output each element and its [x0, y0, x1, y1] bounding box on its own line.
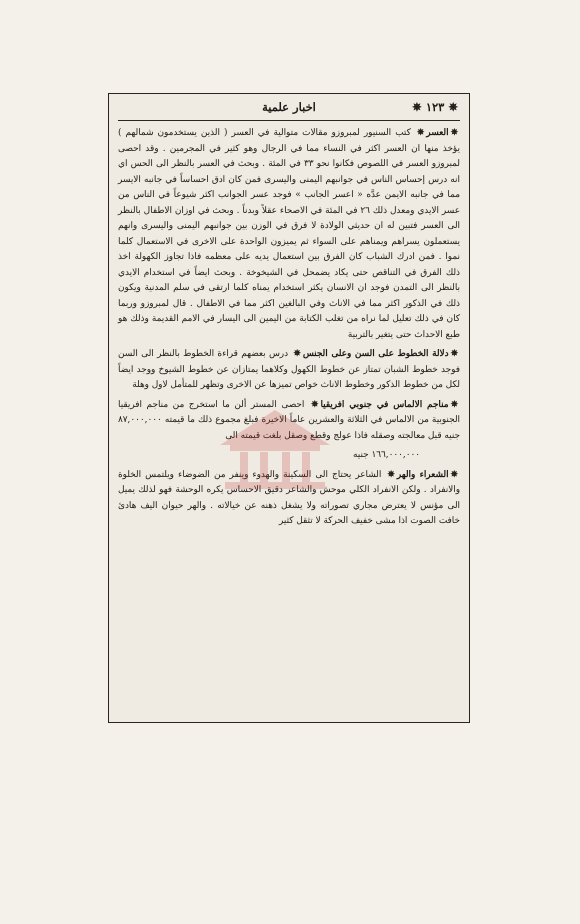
paragraph-left-handedness: [118, 126, 460, 343]
ornament-icon: ✵: [448, 100, 458, 114]
ornament-icon: ✵: [412, 100, 422, 114]
page-number: ✵ ١٢٣ ✵: [412, 100, 458, 114]
ornament-icon: ✵: [293, 349, 301, 359]
ornament-icon: ✵: [450, 128, 458, 138]
paragraph-handwriting: [118, 347, 460, 394]
paragraph-text: الشاعر يحتاج الى السكينة والهدوء وينفر من الضوضاء ويلتمس الخلوة والانفراد . ولكن الانفراد الكلي موحش والشاعر دقيق الاحساس يكره الوحشة فهو لذلك يميل الى مؤنس لا يعترض مجاري تصوراته ولا يشغل ذهنه عن خيالاته . والهر حيوان اليف هادئ خافت الصوت اذا مشى خفيف الحركة لا تثقل كثير: [118, 469, 460, 526]
ornament-icon: ✵: [387, 469, 395, 480]
paragraph-text: احصى المستر ألن ما استخرج من مناجم افريقيا الجنوبية من الالماس في الثلاثة والعشرين عاماً الاخيرة فبلغ مجموع ذلك ما قيمته ٨٧,٠٠٠,٠٠٠ جنيه قبل معالجته وصقله فاذا عولج وقطع وصقل بلغت قيمته الى: [118, 399, 460, 441]
ornament-icon: ✵: [311, 399, 319, 410]
section-heading: العسر: [426, 128, 449, 138]
ornament-icon: ✵: [450, 469, 458, 480]
page-header: [118, 98, 460, 121]
ornament-icon: ✵: [416, 128, 425, 138]
section-heading: مناجم الالماس في جنوبي افريقيا: [320, 399, 449, 410]
paragraph-text: درس بعضهم قراءة الخطوط بالنظر الى السن فوجد خطوط الشبان تمتاز عن خطوط الكهول وكلاهما يمتازان عن خطوط الشيوخ ووجد ايضاً لكل من خطوط الذكور وخطوط الاناث خواص تميزها عن الاخرى وتظهر للمتأمل لاول وهلة: [118, 349, 460, 390]
section-heading: الشعراء والهر: [396, 469, 449, 480]
ornament-icon: ✵: [450, 349, 458, 359]
running-title: اخبار علمية: [262, 100, 316, 114]
paragraph-text: كتب السنيور لمبروزو مقالات متوالية في العسر ( الذين يستخدمون شمالهم ) يؤخذ منها ان العسر اكثر في النساء مما في الرجال وهو كثير في المجرمين . وقد احصى لمبروزو العسر في اللصوص فكانوا نحو ٣٣ في المئة . وبحث في العسر بالنظر الى الحس اي انه درس إحساس الناس في جوانبهم اليمنى واليسرى فمن كان ادق احساساً في جانبه الايسر مما في جانبه الايمن عدَّه « اعسر الجانب » فوجد عسر الجوانب اكثر شيوعاً في الناس من عسر الايدي ومعدل ذلك ٢٦ في المئة في الاصحاء عقلاً وبدناً . وبحث في اوزان الاطفال بالنظر الى العسر فتبين له ان حديثي الولادة لا فرق في الوزن بين جوانبهم اليمنى واليسرى وانهم يستعملون يسراهم ويمناهم على السواء ثم يميزون الواحدة على الاخرى في الاستعمال كلما نموا . فمن ادرك الشباب كان الفرق بين استعمال يديه على معظمه فاذا تجاوز الكهولة اخذ ذلك الفرق في التناقص حتى يكاد يضمحل في الشيخوخة . وبحث ايضاً في استخدام الايدي بالنظر الى التمدن فوجد ان الانسان يكثر استخدام يمناه كلما ارتقى في سلم المدنية ويكون ذلك في الذكور اكثر مما في الاناث وفي البالغين اكثر مما في الاطفال . قال لمبروزو وربما كان في ذلك تعليل لما نراه من تغلب الكتابة من اليمين الى اليسار في الامم القديمة وذلك هو طبع الاحداث حتى يتغير بالتربية: [118, 128, 461, 340]
section-heading: دلالة الخطوط على السن وعلى الجنس: [302, 349, 449, 359]
ornament-icon: ✵: [450, 399, 459, 410]
amount-line: ١٦٦,٠٠٠,٠٠٠ جنيه: [353, 450, 420, 460]
library-watermark-icon: [200, 390, 350, 500]
